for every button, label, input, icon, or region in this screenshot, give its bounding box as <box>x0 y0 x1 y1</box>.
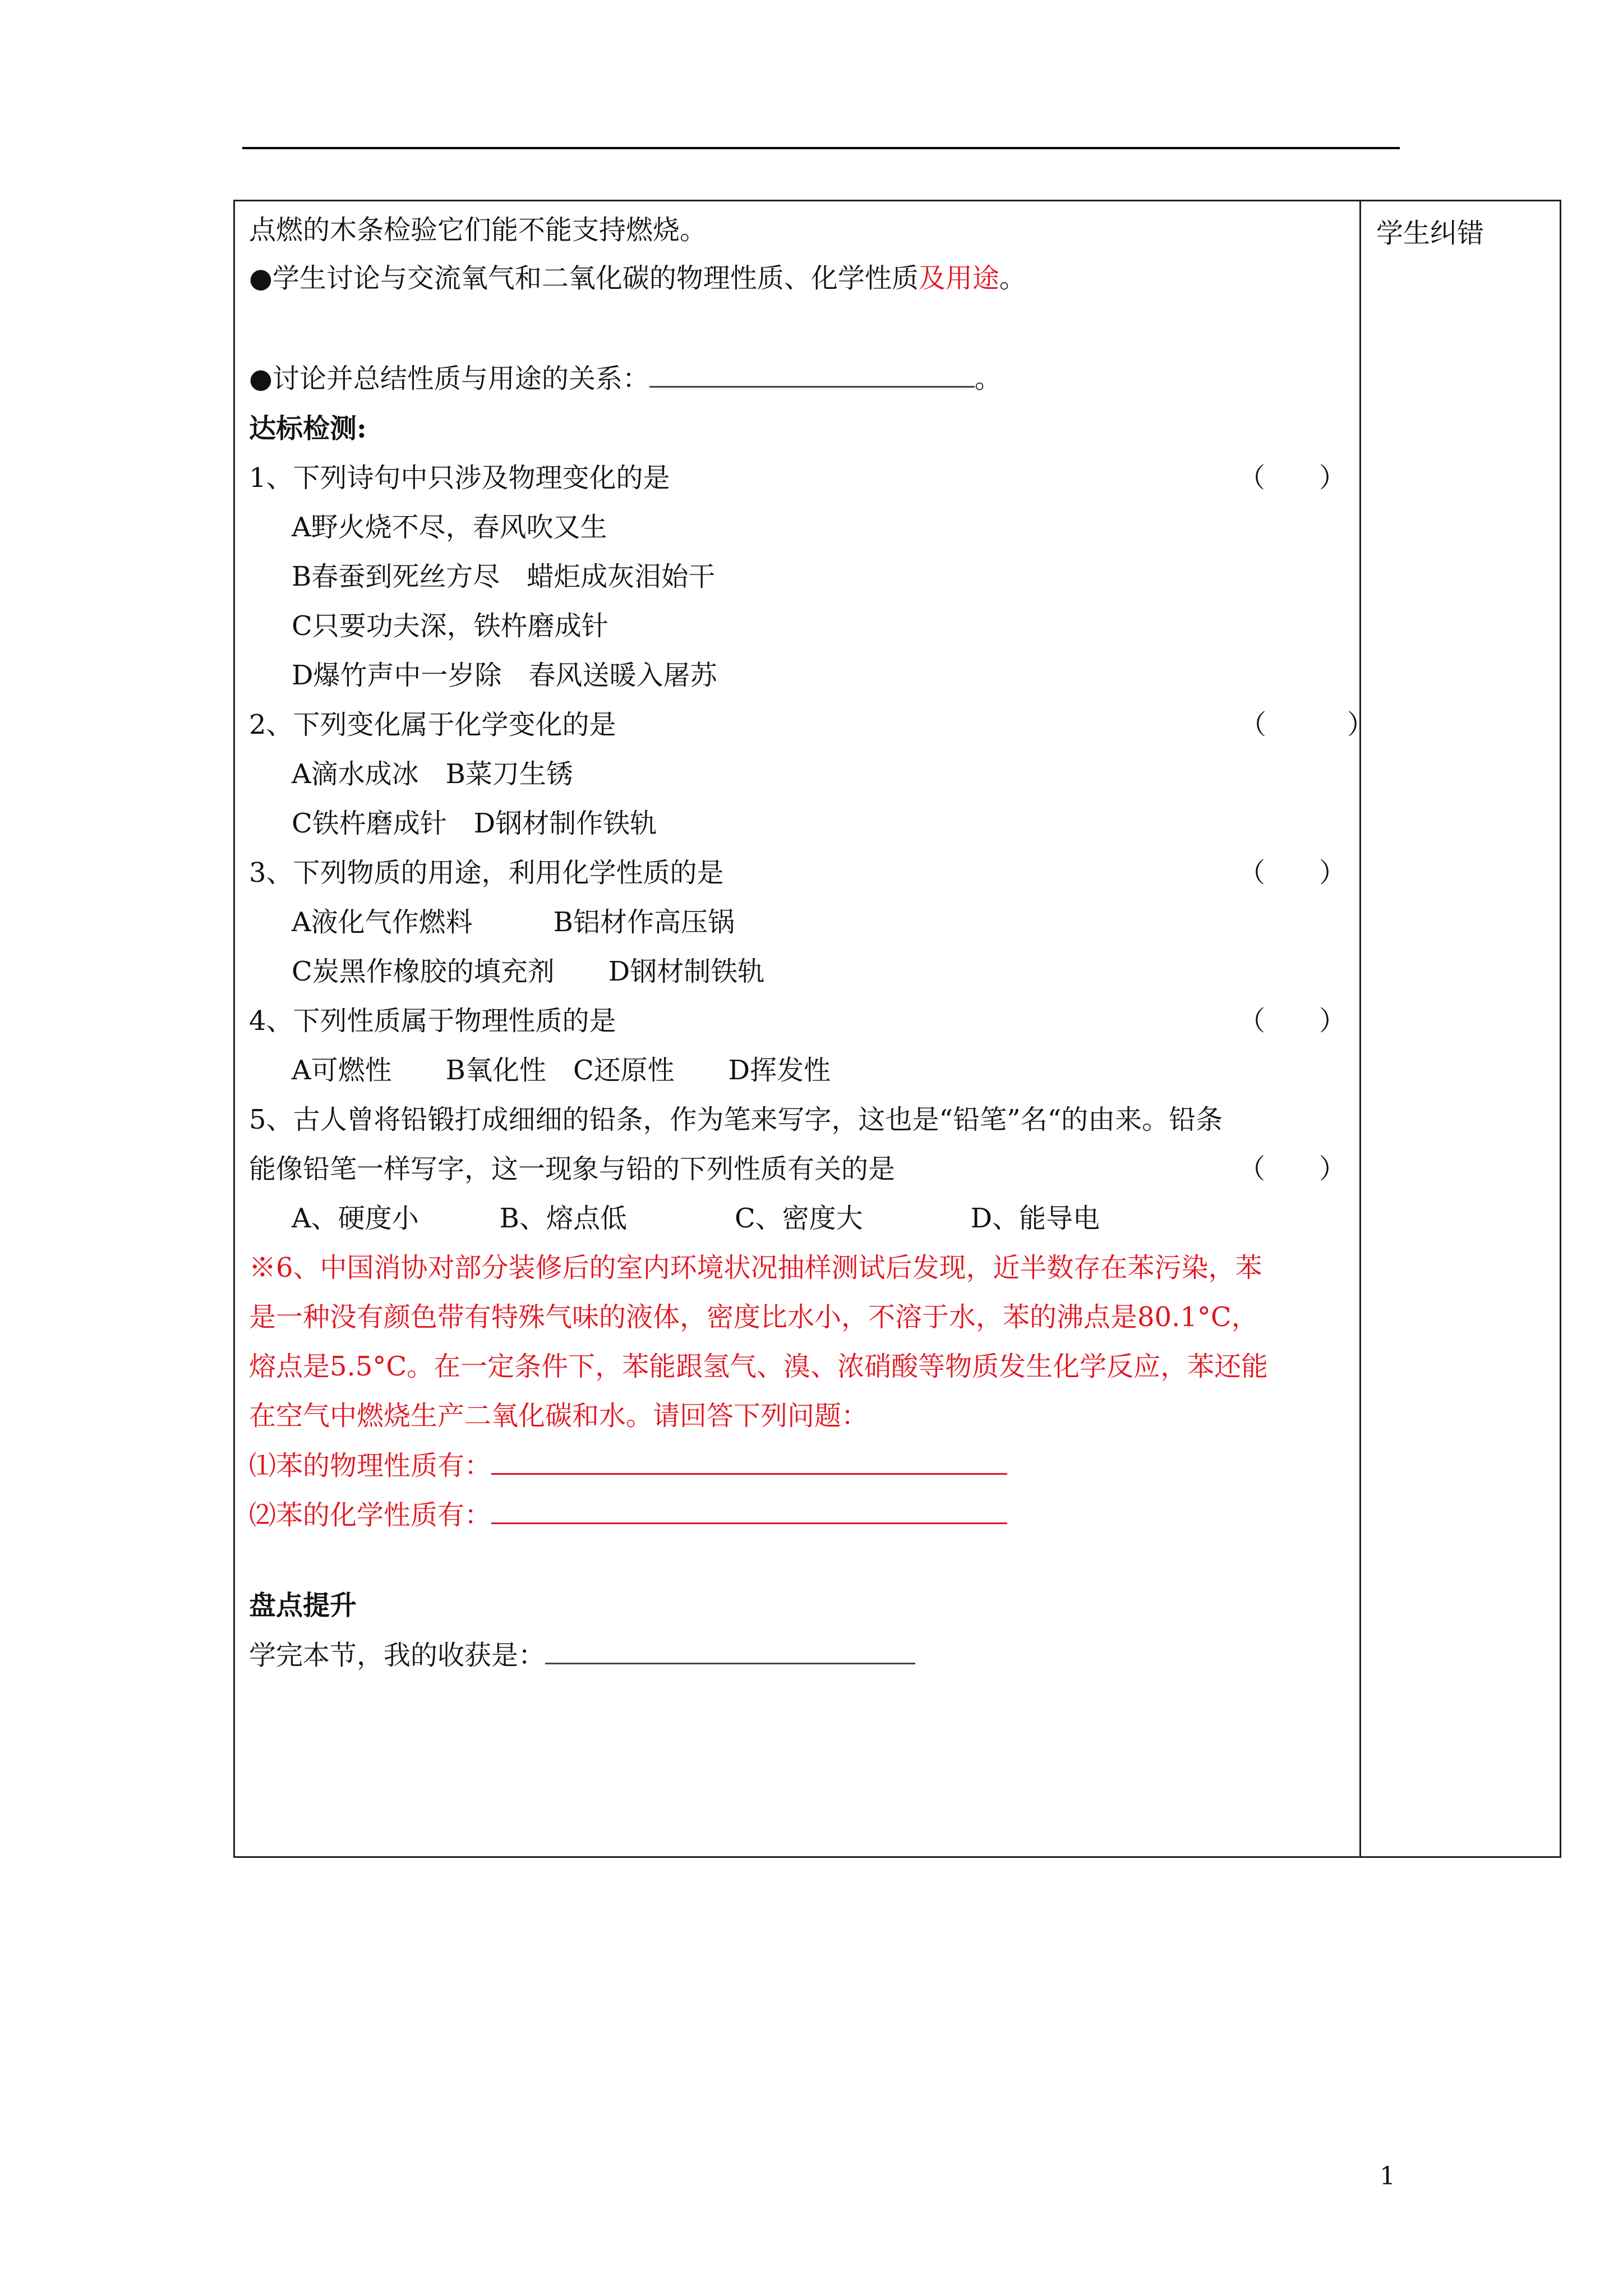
question-5-stem-cont: 能像铅笔一样写字，这一现象与铅的下列性质有关的是 <box>249 1153 896 1185</box>
bullet-1-red-text: 及用途 <box>918 263 999 294</box>
sub-1-label: ⑴苯的物理性质有： <box>249 1450 492 1481</box>
header-rule <box>242 147 1400 149</box>
answer-blank[interactable] <box>545 1638 915 1664</box>
answer-bracket: （ ） <box>1239 709 1375 740</box>
answer-blank[interactable] <box>649 361 975 388</box>
option: A可燃性 B氧化性 C还原性 D挥发性 <box>292 1055 831 1086</box>
option: A液化气作燃料 B铝材作高压锅 <box>292 907 735 938</box>
test-heading: 达标检测: <box>249 413 367 444</box>
page-number: 1 <box>1380 2162 1395 2191</box>
intro-bullet-1 <box>249 261 1026 295</box>
summary-prompt <box>249 1638 915 1672</box>
column-divider <box>1359 200 1361 1858</box>
intro-line: 点燃的木条检验它们能不能支持燃烧。 <box>249 214 707 246</box>
answer-bracket: （ ） <box>1238 857 1347 889</box>
question-6-sub-1 <box>249 1448 1007 1483</box>
intro-bullet-2 <box>249 361 1002 395</box>
answer-bracket: （ ） <box>1238 1005 1347 1037</box>
sub-2-label: ⑵苯的化学性质有： <box>249 1499 492 1531</box>
bullet-1-text: ●学生讨论与交流氧气和二氧化碳的物理性质、化学性质 <box>249 263 919 294</box>
question-6-line: 在空气中燃烧生产二氧化碳和水。请回答下列问题： <box>249 1400 869 1432</box>
option: A滴水成冰 B菜刀生锈 <box>292 758 573 790</box>
option: C炭黑作橡胶的填充剂 D钢材制铁轨 <box>292 956 765 987</box>
question-5-stem: 5、古人曾将铅锻打成细细的铅条，作为笔来写字，这也是“铅笔”名“的由来。铅条 <box>249 1104 1223 1135</box>
answer-blank[interactable] <box>491 1448 1007 1475</box>
bullet-2-end: 。 <box>974 363 1002 394</box>
question-3-stem: 3、下列物质的用途，利用化学性质的是 <box>249 857 724 889</box>
question-2-stem: 2、下列变化属于化学变化的是 <box>249 709 616 740</box>
question-4-stem: 4、下列性质属于物理性质的是 <box>249 1005 616 1037</box>
option: C铁杵磨成针 D钢材制作铁轨 <box>292 808 657 839</box>
question-6-sub-2 <box>249 1498 1007 1532</box>
bullet-2-text: ●讨论并总结性质与用途的关系： <box>249 363 649 394</box>
answer-bracket: （ ） <box>1238 1153 1347 1185</box>
question-6-line: ※6、中国消协对部分装修后的室内环境状况抽样测试后发现，近半数存在苯污染，苯 <box>249 1252 1262 1283</box>
side-column-label: 学生纠错 <box>1376 218 1484 249</box>
answer-blank[interactable] <box>491 1498 1007 1524</box>
question-1-stem: 1、下列诗句中只涉及物理变化的是 <box>249 462 670 494</box>
option: C只要功夫深，铁杵磨成针 <box>292 610 608 642</box>
summary-prompt-text: 学完本节，我的收获是： <box>249 1640 546 1671</box>
question-6-line: 熔点是5.5°C。在一定条件下，苯能跟氢气、溴、浓硝酸等物质发生化学反应，苯还能 <box>249 1351 1269 1382</box>
question-6-line: 是一种没有颜色带有特殊气味的液体，密度比水小，不溶于水，苯的沸点是80.1°C， <box>249 1301 1258 1333</box>
bullet-1-end: 。 <box>999 263 1026 294</box>
option: D爆竹声中一岁除 春风送暖入屠苏 <box>292 660 717 691</box>
option: A、硬度小 B、熔点低 C、密度大 D、能导电 <box>292 1203 1100 1234</box>
option: A野火烧不尽，春风吹又生 <box>292 512 607 543</box>
option: B春蚕到死丝方尽 蜡炬成灰泪始干 <box>292 561 716 592</box>
summary-heading: 盘点提升 <box>249 1590 357 1621</box>
answer-bracket: （ ） <box>1238 462 1347 494</box>
